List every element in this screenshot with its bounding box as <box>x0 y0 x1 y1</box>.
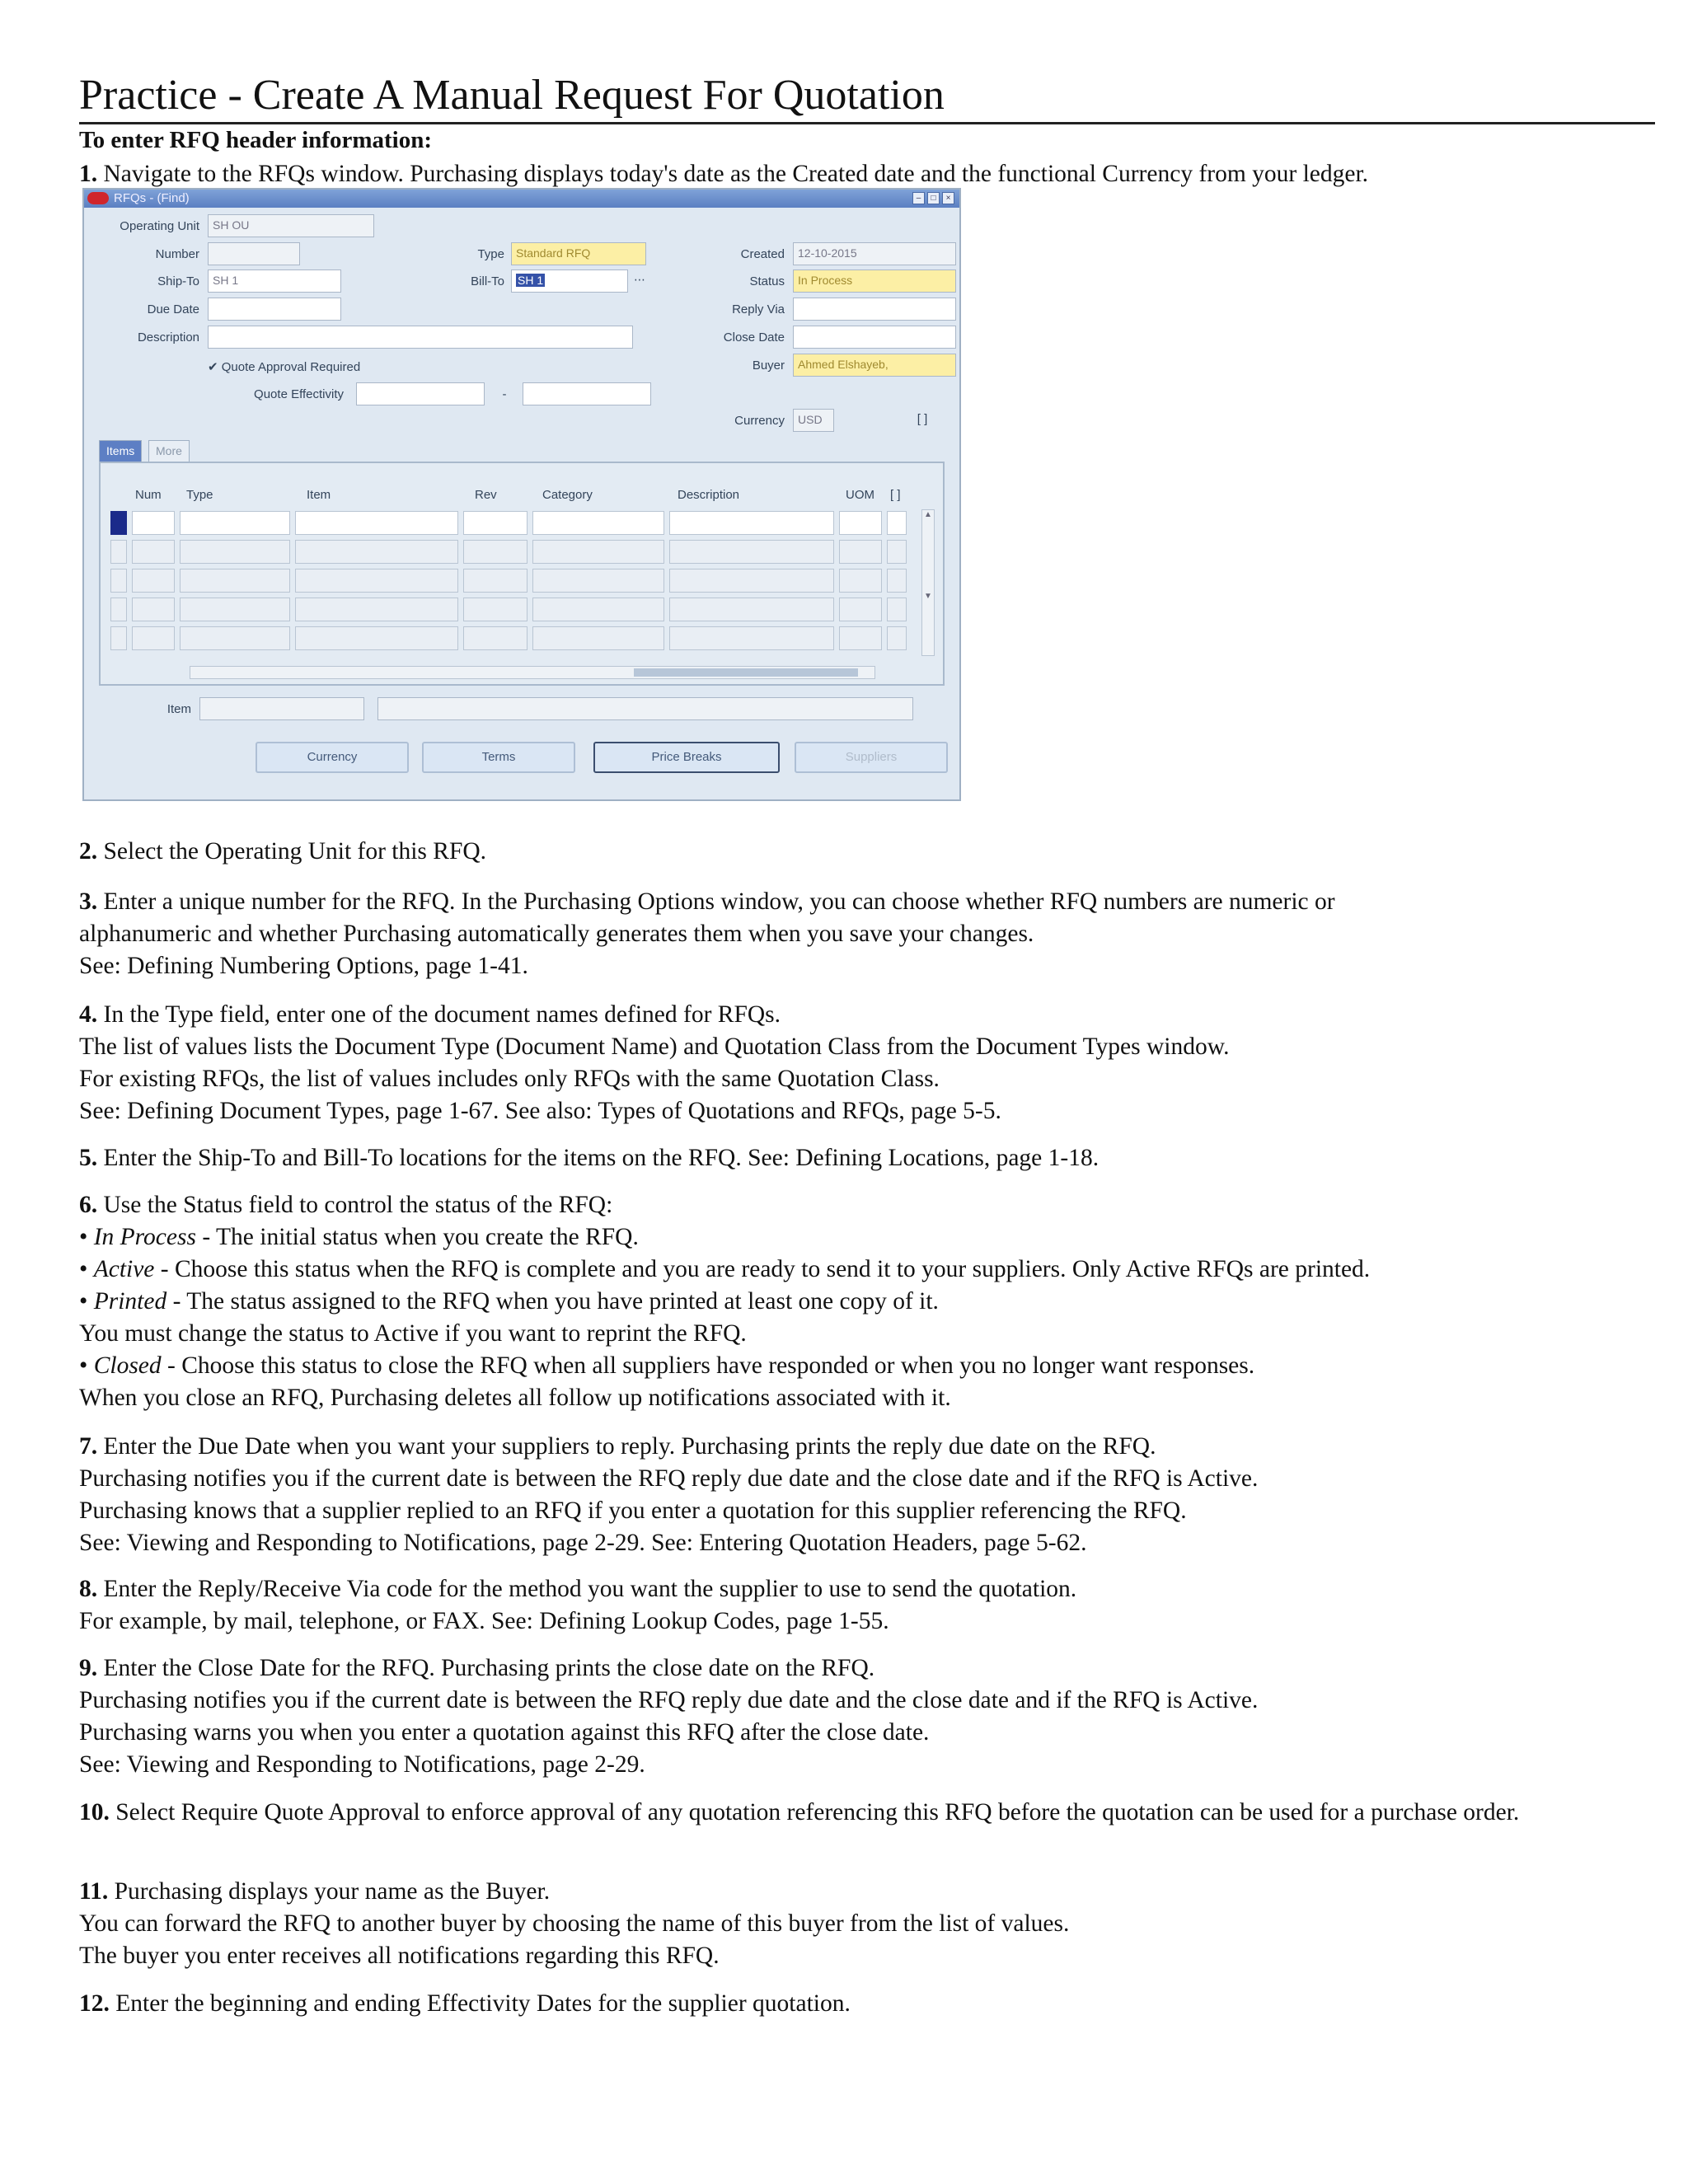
line-cell-flex[interactable] <box>887 598 907 621</box>
step-number: 1. <box>79 161 98 187</box>
line-cell-category[interactable] <box>532 598 664 621</box>
effectivity-end-field[interactable] <box>523 382 651 405</box>
step-6 <box>79 1189 1655 1414</box>
step-text: Purchasing displays your name as the Buyer. <box>114 1878 551 1905</box>
line-cell-num[interactable] <box>132 569 175 593</box>
description-label: Description <box>137 330 199 344</box>
reply-via-label: Reply Via <box>732 302 785 316</box>
line-cell-rev[interactable] <box>463 511 528 535</box>
step-text: Enter the Close Date for the RFQ. Purchasing prints the close date on the RFQ. <box>103 1655 875 1681</box>
line-cell-category[interactable] <box>532 569 664 593</box>
step-number: 3. <box>79 888 98 915</box>
step-12 <box>79 1988 1655 2020</box>
step-7 <box>79 1431 1655 1559</box>
status-description: - The status assigned to the RFQ when you have printed at least one copy of it. <box>166 1288 939 1315</box>
suppliers-button[interactable]: Suppliers <box>795 742 948 773</box>
status-bullet: • Printed - The status assigned to the RFQ when you have printed at least one copy of it. <box>79 1288 939 1315</box>
rfq-window-screenshot <box>82 188 961 801</box>
step-text: See: Defining Numbering Options, page 1-41. <box>79 953 528 979</box>
line-cell-uom[interactable] <box>839 626 882 650</box>
horizontal-scrollbar[interactable] <box>190 666 875 679</box>
scrollbar-thumb[interactable] <box>634 668 858 677</box>
line-cell-num[interactable] <box>132 626 175 650</box>
status-bullet: • Active - Choose this status when the RFQ is complete and you are ready to send it to your suppliers. Only Active RFQs are printed. <box>79 1256 1371 1282</box>
step-text: Select Require Quote Approval to enforce approval of any quotation referencing this RFQ before the quotation can be used for a purchase order. <box>115 1799 1520 1825</box>
row-selector[interactable] <box>110 569 127 593</box>
step-text: Purchasing knows that a supplier replied to an RFQ if you enter a quotation for this supplier referencing the RFQ. <box>79 1497 1187 1524</box>
column-header-category: Category <box>542 488 593 502</box>
tab-items[interactable]: Items <box>99 440 142 462</box>
step-5 <box>79 1142 1655 1174</box>
price-breaks-button[interactable]: Price Breaks <box>593 742 780 773</box>
tab-more[interactable]: More <box>148 440 190 462</box>
close-icon[interactable]: × <box>942 192 954 204</box>
description-field[interactable] <box>208 326 633 349</box>
line-cell-description[interactable] <box>669 569 834 593</box>
line-cell-category[interactable] <box>532 511 664 535</box>
line-cell-num[interactable] <box>132 511 175 535</box>
line-cell-uom[interactable] <box>839 540 882 564</box>
line-cell-num[interactable] <box>132 540 175 564</box>
step-text: The list of values lists the Document Type (Document Name) and Quotation Class from the Document Types window. <box>79 1033 1230 1060</box>
line-cell-item[interactable] <box>295 540 458 564</box>
column-header-item: Item <box>307 488 331 502</box>
step-text: See: Viewing and Responding to Notifications, page 2-29. See: Entering Quotation Headers, page 5-62. <box>79 1530 1087 1556</box>
line-cell-rev[interactable] <box>463 540 528 564</box>
descriptive-flexfield-icon[interactable]: [ ] <box>917 412 928 426</box>
quote-effectivity-label: Quote Effectivity <box>254 387 344 401</box>
line-cell-type[interactable] <box>180 569 290 593</box>
step-10 <box>79 1797 1655 1829</box>
step-text: The buyer you enter receives all notifications regarding this RFQ. <box>79 1943 720 1969</box>
status-description: - The initial status when you create the RFQ. <box>195 1224 639 1250</box>
maximize-icon[interactable]: □ <box>927 192 940 204</box>
step-text: Use the Status field to control the status of the RFQ: <box>103 1192 613 1218</box>
step-text: Enter the beginning and ending Effectivity Dates for the supplier quotation. <box>115 1990 851 2017</box>
bill-to-label: Bill-To <box>471 274 504 288</box>
effectivity-separator: - <box>502 387 507 401</box>
line-cell-type[interactable] <box>180 540 290 564</box>
status-bullet: • In Process - The initial status when you create the RFQ. <box>79 1224 639 1250</box>
step-number: 12. <box>79 1990 110 2017</box>
step-number: 7. <box>79 1433 98 1460</box>
row-selector[interactable] <box>110 540 127 564</box>
line-cell-flex[interactable] <box>887 626 907 650</box>
close-date-label: Close Date <box>723 330 785 344</box>
currency-field[interactable]: USD <box>793 409 834 432</box>
column-header-flex: [ ] <box>890 488 901 502</box>
type-label: Type <box>477 247 504 261</box>
line-cell-flex[interactable] <box>887 511 907 535</box>
status-bullet: • Closed - Choose this status to close the RFQ when all suppliers have responded or when you no longer want responses. <box>79 1352 1255 1379</box>
created-field[interactable]: 12-10-2015 <box>793 242 956 265</box>
step-text: In the Type field, enter one of the document names defined for RFQs. <box>103 1001 781 1028</box>
line-cell-type[interactable] <box>180 626 290 650</box>
step-text: alphanumeric and whether Purchasing automatically generates them when you save your changes. <box>79 921 1034 947</box>
window-title: RFQs - (Find) <box>114 191 190 205</box>
due-date-field[interactable] <box>208 298 341 321</box>
column-header-rev: Rev <box>475 488 497 502</box>
step-text: For existing RFQs, the list of values includes only RFQs with the same Quotation Class. <box>79 1066 940 1092</box>
close-date-field[interactable] <box>793 326 956 349</box>
step-4 <box>79 999 1655 1127</box>
step-note: You must change the status to Active if you want to reprint the RFQ. <box>79 1320 747 1347</box>
line-cell-description[interactable] <box>669 511 834 535</box>
step-number: 2. <box>79 838 98 865</box>
item-footer-label: Item <box>166 702 191 716</box>
section-subheading: To enter RFQ header information: <box>79 127 432 153</box>
effectivity-start-field[interactable] <box>356 382 485 405</box>
page-title: Practice - Create A Manual Request For Quotation <box>79 69 1655 124</box>
status-term: Closed <box>93 1352 162 1379</box>
step-number: 10. <box>79 1799 110 1825</box>
line-cell-description[interactable] <box>669 626 834 650</box>
row-selector[interactable] <box>110 626 127 650</box>
status-label: Status <box>749 274 785 288</box>
minimize-icon[interactable]: – <box>912 192 925 204</box>
status-term: Active <box>93 1256 155 1282</box>
step-number: 9. <box>79 1655 98 1681</box>
status-description: - Choose this status to close the RFQ when all suppliers have responded or when you no longer want responses. <box>161 1352 1255 1379</box>
step-text: See: Defining Document Types, page 1-67. See also: Types of Quotations and RFQs, page 5-5. <box>79 1098 1001 1124</box>
created-label: Created <box>740 247 785 261</box>
step-number: 8. <box>79 1576 98 1602</box>
line-cell-flex[interactable] <box>887 540 907 564</box>
step-number: 6. <box>79 1192 98 1218</box>
status-term: In Process <box>93 1224 196 1250</box>
buyer-label: Buyer <box>752 359 785 373</box>
item-footer-field[interactable] <box>199 697 364 720</box>
step-text: Purchasing notifies you if the current date is between the RFQ reply due date and the close date and if the RFQ is Active. <box>79 1687 1259 1713</box>
step-text: Enter the Ship-To and Bill-To locations for the items on the RFQ. See: Defining Locations, page 1-18. <box>103 1145 1100 1171</box>
step-11 <box>79 1876 1655 1972</box>
step-number: 11. <box>79 1878 109 1905</box>
currency-button[interactable]: Currency <box>256 742 409 773</box>
step-1 <box>79 158 1655 190</box>
operating-unit-label: Operating Unit <box>120 219 199 233</box>
operating-unit-field[interactable]: SH OU <box>208 214 374 237</box>
line-cell-category[interactable] <box>532 540 664 564</box>
line-cell-description[interactable] <box>669 540 834 564</box>
row-selector[interactable] <box>110 598 127 621</box>
step-text: You can forward the RFQ to another buyer by choosing the name of this buyer from the list of values. <box>79 1910 1070 1937</box>
quote-approval-label: Quote Approval Required <box>221 360 361 374</box>
step-9 <box>79 1652 1655 1781</box>
number-label: Number <box>155 247 199 261</box>
due-date-label: Due Date <box>147 302 199 316</box>
step-text: Select the Operating Unit for this RFQ. <box>103 838 487 865</box>
row-selector[interactable] <box>110 511 127 535</box>
line-cell-item[interactable] <box>295 598 458 621</box>
type-field[interactable]: Standard RFQ <box>511 242 646 265</box>
ship-to-field[interactable]: SH 1 <box>208 269 341 293</box>
step-number: 4. <box>79 1001 98 1028</box>
step-8 <box>79 1573 1655 1638</box>
step-text: Enter the Reply/Receive Via code for the method you want the supplier to use to send the quotation. <box>103 1576 1077 1602</box>
reply-via-field[interactable] <box>793 298 956 321</box>
line-cell-type[interactable] <box>180 511 290 535</box>
column-header-uom: UOM <box>846 488 874 502</box>
step-text: Enter the Due Date when you want your suppliers to reply. Purchasing prints the reply due date on the RFQ. <box>103 1433 1156 1460</box>
status-field[interactable]: In Process <box>793 269 956 293</box>
list-of-values-icon[interactable]: ⋯ <box>634 273 645 286</box>
status-term: Printed <box>93 1288 167 1315</box>
item-description-field[interactable] <box>377 697 913 720</box>
step-text: Navigate to the RFQs window. Purchasing displays today's date as the Created date and the functional Currency from your ledger. <box>103 161 1369 187</box>
ship-to-label: Ship-To <box>157 274 199 288</box>
quote-approval-checkbox[interactable]: ✔ Quote Approval Required <box>208 360 361 374</box>
line-cell-item[interactable] <box>295 569 458 593</box>
rfq-lines-panel <box>99 462 945 686</box>
line-cell-description[interactable] <box>669 598 834 621</box>
bill-to-field[interactable]: SH 1 <box>511 269 628 293</box>
step-text: See: Viewing and Responding to Notifications, page 2-29. <box>79 1751 645 1778</box>
step-number: 5. <box>79 1145 98 1171</box>
line-cell-uom[interactable] <box>839 598 882 621</box>
window-titlebar <box>84 190 959 208</box>
line-cell-rev[interactable] <box>463 626 528 650</box>
line-cell-uom[interactable] <box>839 511 882 535</box>
currency-label: Currency <box>734 414 785 428</box>
column-header-description: Description <box>678 488 740 502</box>
step-3 <box>79 886 1655 982</box>
column-header-num: Num <box>135 488 162 502</box>
line-cell-type[interactable] <box>180 598 290 621</box>
line-cell-flex[interactable] <box>887 569 907 593</box>
line-cell-item[interactable] <box>295 511 458 535</box>
step-text: Purchasing warns you when you enter a quotation against this RFQ after the close date. <box>79 1719 930 1746</box>
oracle-logo-icon <box>87 192 109 204</box>
line-cell-category[interactable] <box>532 626 664 650</box>
step-2 <box>79 836 1655 868</box>
buyer-field[interactable]: Ahmed Elshayeb, <box>793 354 956 377</box>
step-text: Enter a unique number for the RFQ. In the Purchasing Options window, you can choose whether RFQ numbers are numeric or <box>103 888 1335 915</box>
line-cell-uom[interactable] <box>839 569 882 593</box>
column-header-type: Type <box>186 488 213 502</box>
status-description: - Choose this status when the RFQ is complete and you are ready to send it to your suppliers. Only Active RFQs are printed. <box>154 1256 1371 1282</box>
line-cell-rev[interactable] <box>463 598 528 621</box>
vertical-scrollbar[interactable]: ▲ ▼ <box>921 509 935 656</box>
terms-button[interactable]: Terms <box>422 742 575 773</box>
step-text: For example, by mail, telephone, or FAX. See: Defining Lookup Codes, page 1-55. <box>79 1608 889 1634</box>
line-cell-rev[interactable] <box>463 569 528 593</box>
line-cell-item[interactable] <box>295 626 458 650</box>
line-cell-num[interactable] <box>132 598 175 621</box>
step-note: When you close an RFQ, Purchasing deletes all follow up notifications associated with it. <box>79 1385 951 1411</box>
number-field[interactable] <box>208 242 300 265</box>
step-text: Purchasing notifies you if the current date is between the RFQ reply due date and the close date and if the RFQ is Active. <box>79 1465 1259 1492</box>
